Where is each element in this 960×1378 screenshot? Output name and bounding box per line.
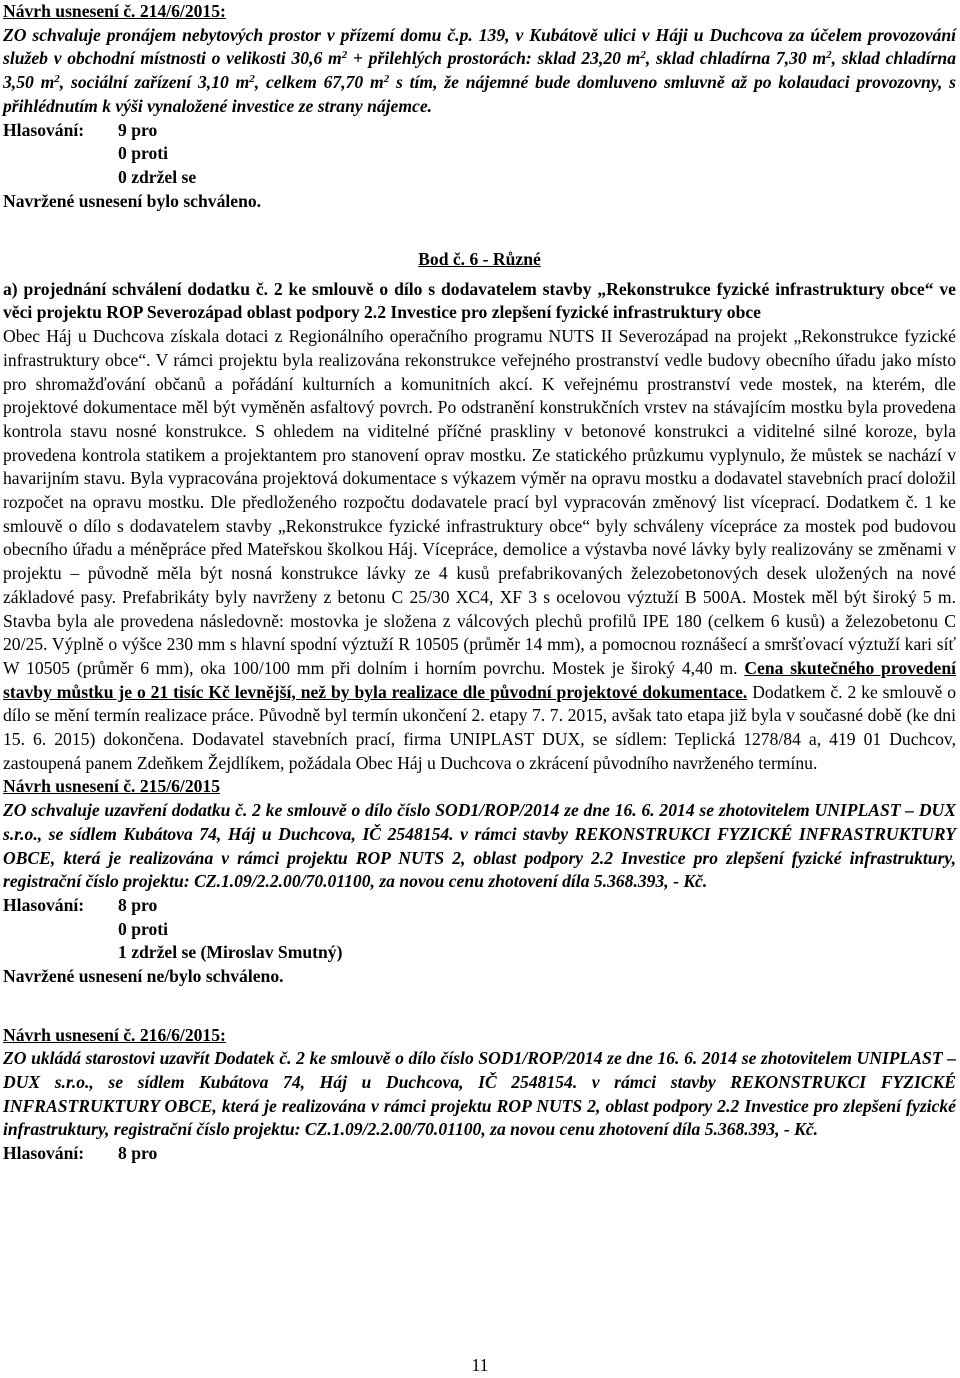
vote-row [3,894,956,918]
resolution-heading-215: Návrh usnesení č. 215/6/2015 [3,776,221,797]
vote-abstain: 0 zdržel se [118,166,197,187]
resolution-text-215: ZO schvaluje uzavření dodatku č. 2 ke smlouvě o dílo číslo SOD1/ROP/2014 ze dne 16. 6. 2014 se zhotovitelem UNIPLAST – DUX s.r.o., se sídlem Kubátova 74, Háj u Duchcova, IČ 2548154. v rámci stavby REKONSTRUKCI FYZICKÉ INFRASTRUKTURY OBCE, která je realizována v rámci projektu ROP NUTS 2, oblast podpory 2.2 Investice pro zlepšení fyzické infrastruktury, registrační číslo projektu: CZ.1.09/2.2.00/70.01100, za novou cenu zhotovení díla 5.368.393, - Kč. [3,800,956,892]
vote-for: 9 pro [118,119,158,140]
agenda-item-body [3,325,956,775]
superscript: 2 [249,73,255,86]
vote-for: 8 pro [118,1143,158,1164]
vote-result: Navržené usnesení bylo schváleno. [3,190,262,211]
body-text: Dodatkem č. 2 ke smlouvě o dílo se mění termín realizace práce. Původně byl termín ukončení 2. etapy 7. 7. 2015, avšak tato etapa již byla v současné době (ke dni 15. 6. 2015) dokončena. Dodavatel stavebních prací, firma UNIPLAST DUX, se sídlem: Teplická 1278/84 a, 419 01 Duchcov, zastoupená panem Zdeňkem Žejdlíkem, požádala Obec Háj u Duchcova o zkrácení původního navrženého termínu. [3,681,956,773]
vote-row [3,119,956,143]
vote-result: Navržené usnesení ne/bylo schváleno. [3,966,284,987]
vote-abstain: 1 zdržel se (Miroslav Smutný) [118,942,343,963]
document-page [3,0,956,1166]
agenda-item-title: a) projednání schválení dodatku č. 2 ke smlouvě o dílo s dodavatelem stavby „Rekonstrukce fyzické infrastruktury obce“ ve věci projektu ROP Severozápad oblast podpory 2.2 Investice pro zlepšení fyzické infrastruktury obce [3,278,956,323]
resolution-heading-214: Návrh usnesení č. 214/6/2015: [3,1,226,21]
resolution-text-part: + přilehlých prostorách: sklad 23,20 m [347,48,641,69]
vote-against: 0 proti [118,918,169,939]
vote-label: Hlasování: [3,1143,85,1164]
resolution-heading-216: Návrh usnesení č. 216/6/2015: [3,1024,226,1045]
vote-label: Hlasování: [3,895,85,915]
superscript: 2 [54,73,60,86]
superscript: 2 [640,49,646,62]
superscript: 2 [826,49,832,62]
body-text: Obec Háj u Duchcova získala dotaci z Regionálního operačního programu NUTS II Severozápad na projekt „Rekonstrukce fyzické infrastruktury obce“. V rámci projektu byla realizována rekonstrukce veřejného prostranství vedle budovy obecního úřadu jako místo pro shromažďování občanů a pořádání kulturních a komunitních akcí. K veřejnému prostranství vede mostek, na kterém, dle projektové dokumentace měl být vyměněn asfaltový povrch. Po odstranění konstrukčních vrstev na stávajícím mostku byla provedena kontrola stavu nosné konstrukce. S ohledem na viditelné příčné praskliny v betonové konstrukci a viditelné silné koroze, byla provedena kontrola statikem a projektantem pro stanovení oprav mostku. Ze statického průzkumu vyplynulo, že můstek se nachází v havarijním stavu. Byla vypracována projektová dokumentace s výkazem výměr na opravu mostku a dodavatel stavebních prací doložil rozpočet na opravu mostku. Dle předloženého rozpočtu dodavatele prací byl vypracován změnový list víceprací. Dodatkem č. 1 ke smlouvě o dílo s dodavatelem stavby „Rekonstrukce fyzické infrastruktury obce“ byly schváleny vícepráce za mostek pod budovou obecního úřadu a méněpráce před Mateřskou školkou Háj. Vícepráce, demolice a výstavba nové lávky byly realizovány se změnami v projektu – původně měla být nosná konstrukce lávky ze 4 kusů prefabrikovaných železobetonových desek uložených na nové základové pasy. Prefabrikáty byly navrženy z betonu C 25/30 XC4, XF 3 s ocelovou výztuží B 500A. Mostek měl být široký 5 m. Stavba byla ale provedena následovně: mostovka je složena z válcových plechů profilů IPE 180 (celkem 6 kusů) a železobetonu C 20/25. Výplně o výšce 230 mm s hlavní spodní výztuží R 10505 (průměr 14 mm), a pomocnou roznášecí a smršťovací výztuží kari síť W 10505 (průměr 6 mm), oka 100/100 mm při dolním i horním povrchu. Mostek je široký 4,40 m. [3,326,956,678]
agenda-point-heading: Bod č. 6 - Různé [418,249,541,270]
spacer [3,989,956,1013]
resolution-text-part: , sklad chladírna 7,30 m [645,48,827,69]
resolution-text-216: ZO ukládá starostovi uzavřít Dodatek č. 2 ke smlouvě o dílo číslo SOD1/ROP/2014 ze dne 16. 6. 2014 se zhotovitelem UNIPLAST – DUX s.r.o., se sídlem Kubátova 74, Háj u Duchcova, IČ 2548154. v rámci stavby REKONSTRUKCI FYZICKÉ INFRASTRUKTURY OBCE, která je realizována v rámci projektu ROP NUTS 2, oblast podpory 2.2 Investice pro zlepšení fyzické infrastruktury, registrační číslo projektu: CZ.1.09/2.2.00/70.01100, za novou cenu zhotovení díla 5.368.393, - Kč. [3,1048,956,1140]
vote-against: 0 proti [118,143,169,164]
resolution-text-part: , celkem 67,70 m [254,72,384,93]
resolution-text-214 [3,24,956,119]
superscript: 2 [383,73,390,86]
resolution-text-part: , sociální zařízení 3,10 m [59,72,250,93]
vote-row [3,1142,956,1166]
vote-for: 8 pro [118,895,158,915]
spacer [3,1013,956,1024]
resolution-text-part: , sklad chladírna 3,50 m [3,48,957,93]
vote-label: Hlasování: [3,119,85,140]
page-number: 11 [471,1355,489,1375]
superscript: 2 [341,49,348,62]
resolution-text-part: s tím, že nájemné bude domluveno smluvně až po kolaudaci provozovny, s přihlédnutím k výši vynaložené investice ze strany nájemce. [3,72,956,116]
spacer [3,213,956,237]
resolution-text-part: ZO schvaluje pronájem nebytových prostor v přízemí domu č.p. 139, v Kubátově ulici v Háji u Duchcova za účelem provozování služeb v obchodní místnosti o velikosti 30,6 m [3,24,956,69]
body-text-emphasis: Cena skutečného provedení stavby můstku je o 21 tisíc Kč levnější, než by byla realizace dle původní projektové dokumentace. [3,657,956,702]
spacer [3,237,956,248]
